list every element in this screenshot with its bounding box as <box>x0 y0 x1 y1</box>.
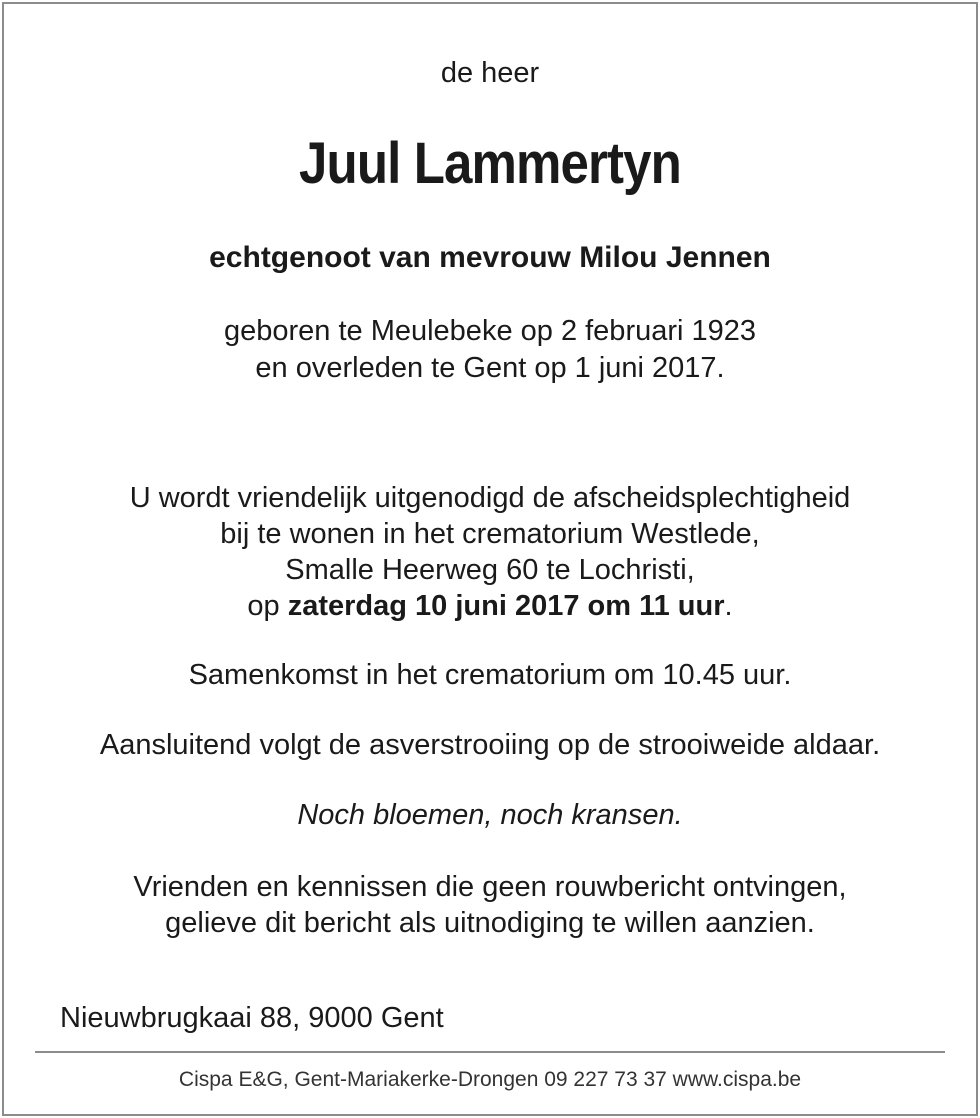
family-address: Nieuwbrugkaai 88, 9000 Gent <box>60 1002 444 1034</box>
friends-line-2: gelieve dit bericht als uitnodiging te willen aanzien. <box>165 907 815 939</box>
invitation-line-2: bij te wonen in het crematorium Westlede, <box>220 518 760 550</box>
gathering-line: Samenkomst in het crematorium om 10.45 uur. <box>188 659 792 691</box>
invitation-line-1: U wordt vriendelijk uitgenodigd de afscheidsplechtigheid <box>129 482 851 514</box>
invitation-line-3: Smalle Heerweg 60 te Lochristi, <box>285 554 695 586</box>
ceremony-date: zaterdag 10 juni 2017 om 11 uur <box>287 590 725 622</box>
flowers-line: Noch bloemen, noch kransen. <box>297 799 683 831</box>
friends-line-1: Vrienden en kennissen die geen rouwbericht ontvingen, <box>133 871 847 903</box>
funeral-home-footer: Cispa E&G, Gent-Mariakerke-Drongen 09 227 73 37 www.cispa.be <box>178 1068 802 1091</box>
birth-line: geboren te Meulebeke op 2 februari 1923 <box>223 315 757 347</box>
spouse-line: echtgenoot van mevrouw Milou Jennen <box>209 241 771 274</box>
deceased-name: Juul Lammertyn <box>299 131 681 196</box>
scattering-line: Aansluitend volgt de asverstrooiing op de strooiweide aldaar. <box>99 729 881 761</box>
death-line: en overleden te Gent op 1 juni 2017. <box>255 352 725 384</box>
invitation-date-prefix: op <box>247 590 288 622</box>
invitation-line-4 <box>0 588 980 624</box>
footer-divider <box>35 1051 945 1053</box>
honorific: de heer <box>440 57 540 89</box>
invitation-date-suffix: . <box>724 590 733 622</box>
